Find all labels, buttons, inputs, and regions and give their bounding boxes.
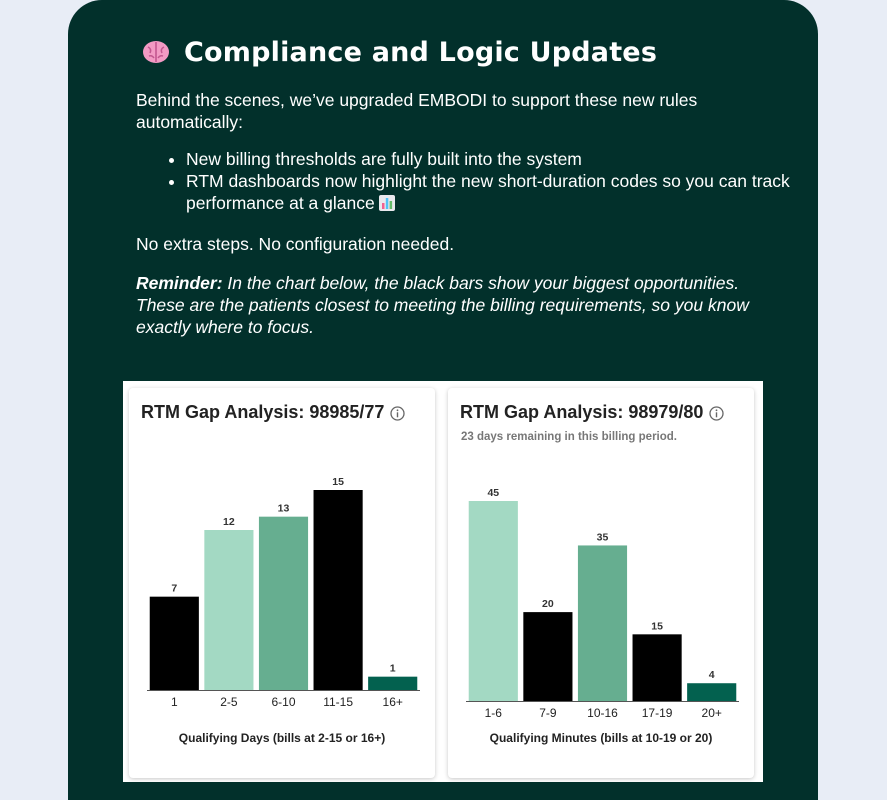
data-label: 4 (708, 669, 715, 682)
list-item (186, 170, 806, 214)
data-label: 7 (171, 582, 178, 595)
data-label: 20 (542, 598, 554, 611)
bullet-text: New billing thresholds are fully built into the system (186, 149, 582, 169)
chart-subtitle: 23 days remaining in this billing period. (461, 431, 677, 443)
bullet-text: RTM dashboards now highlight the new short-duration codes so you can track performance at a glance (186, 171, 790, 213)
data-label: 35 (596, 531, 609, 544)
x-axis-label: Qualifying Minutes (bills at 10-19 or 20) (489, 731, 713, 745)
no-extra-steps-text: No extra steps. No configuration needed. (136, 234, 455, 254)
bar-7-9[interactable] (523, 612, 572, 701)
data-label: 1 (389, 662, 396, 675)
bar-chart-plot (448, 388, 754, 778)
bar-17-19[interactable] (633, 634, 682, 701)
section-heading (140, 32, 657, 72)
x-tick-label: 10-16 (587, 706, 618, 720)
chart-title-text: RTM Gap Analysis: 98979/80 (460, 402, 704, 422)
chart-card-98985 (129, 388, 435, 778)
list-item (186, 148, 806, 170)
data-label: 45 (487, 487, 500, 499)
bar-1[interactable] (150, 597, 199, 690)
reminder-label: Reminder: (136, 273, 223, 293)
chart-title-text: RTM Gap Analysis: 98985/77 (141, 402, 385, 422)
page-title: Compliance and Logic Updates (184, 36, 658, 68)
charts-area (123, 381, 763, 782)
bar-20+[interactable] (687, 683, 736, 701)
x-tick-label: 16+ (382, 695, 403, 709)
data-label: 15 (332, 476, 344, 488)
x-tick-label: 1 (170, 695, 178, 709)
brain-icon (140, 38, 172, 66)
reminder-body: In the chart below, the black bars show your biggest opportunities. These are the patients closest to meeting the billing requirements, so you know exactly where to focus. (136, 273, 749, 337)
x-axis-label: Qualifying Days (bills at 2-15 or 16+) (178, 731, 386, 745)
data-label: 15 (651, 620, 663, 633)
bar-1-6[interactable] (469, 501, 518, 701)
data-label: 12 (223, 516, 235, 528)
x-tick-label: 7-9 (539, 706, 557, 720)
bar-11-15[interactable] (314, 490, 363, 690)
x-tick-label: 2-5 (220, 695, 238, 709)
x-tick-label: 11-15 (323, 695, 354, 709)
x-tick-label: 20+ (701, 706, 722, 720)
reminder-text (136, 272, 756, 338)
intro-text: Behind the scenes, we’ve upgraded EMBODI to support these new rules automatically: (136, 90, 698, 132)
bar-16+[interactable] (368, 677, 417, 690)
x-tick-label: 17-19 (641, 706, 673, 720)
x-tick-label: 6-10 (271, 695, 296, 709)
bar-10-16[interactable] (578, 545, 627, 701)
bar-chart-plot (129, 388, 435, 778)
x-tick-label: 1-6 (484, 706, 502, 720)
data-label: 13 (277, 502, 290, 515)
bar-chart-icon (379, 194, 395, 210)
update-list (136, 148, 806, 214)
bar-2-5[interactable] (204, 530, 253, 690)
bar-6-10[interactable] (259, 517, 308, 690)
chart-card-98979 (448, 388, 754, 778)
